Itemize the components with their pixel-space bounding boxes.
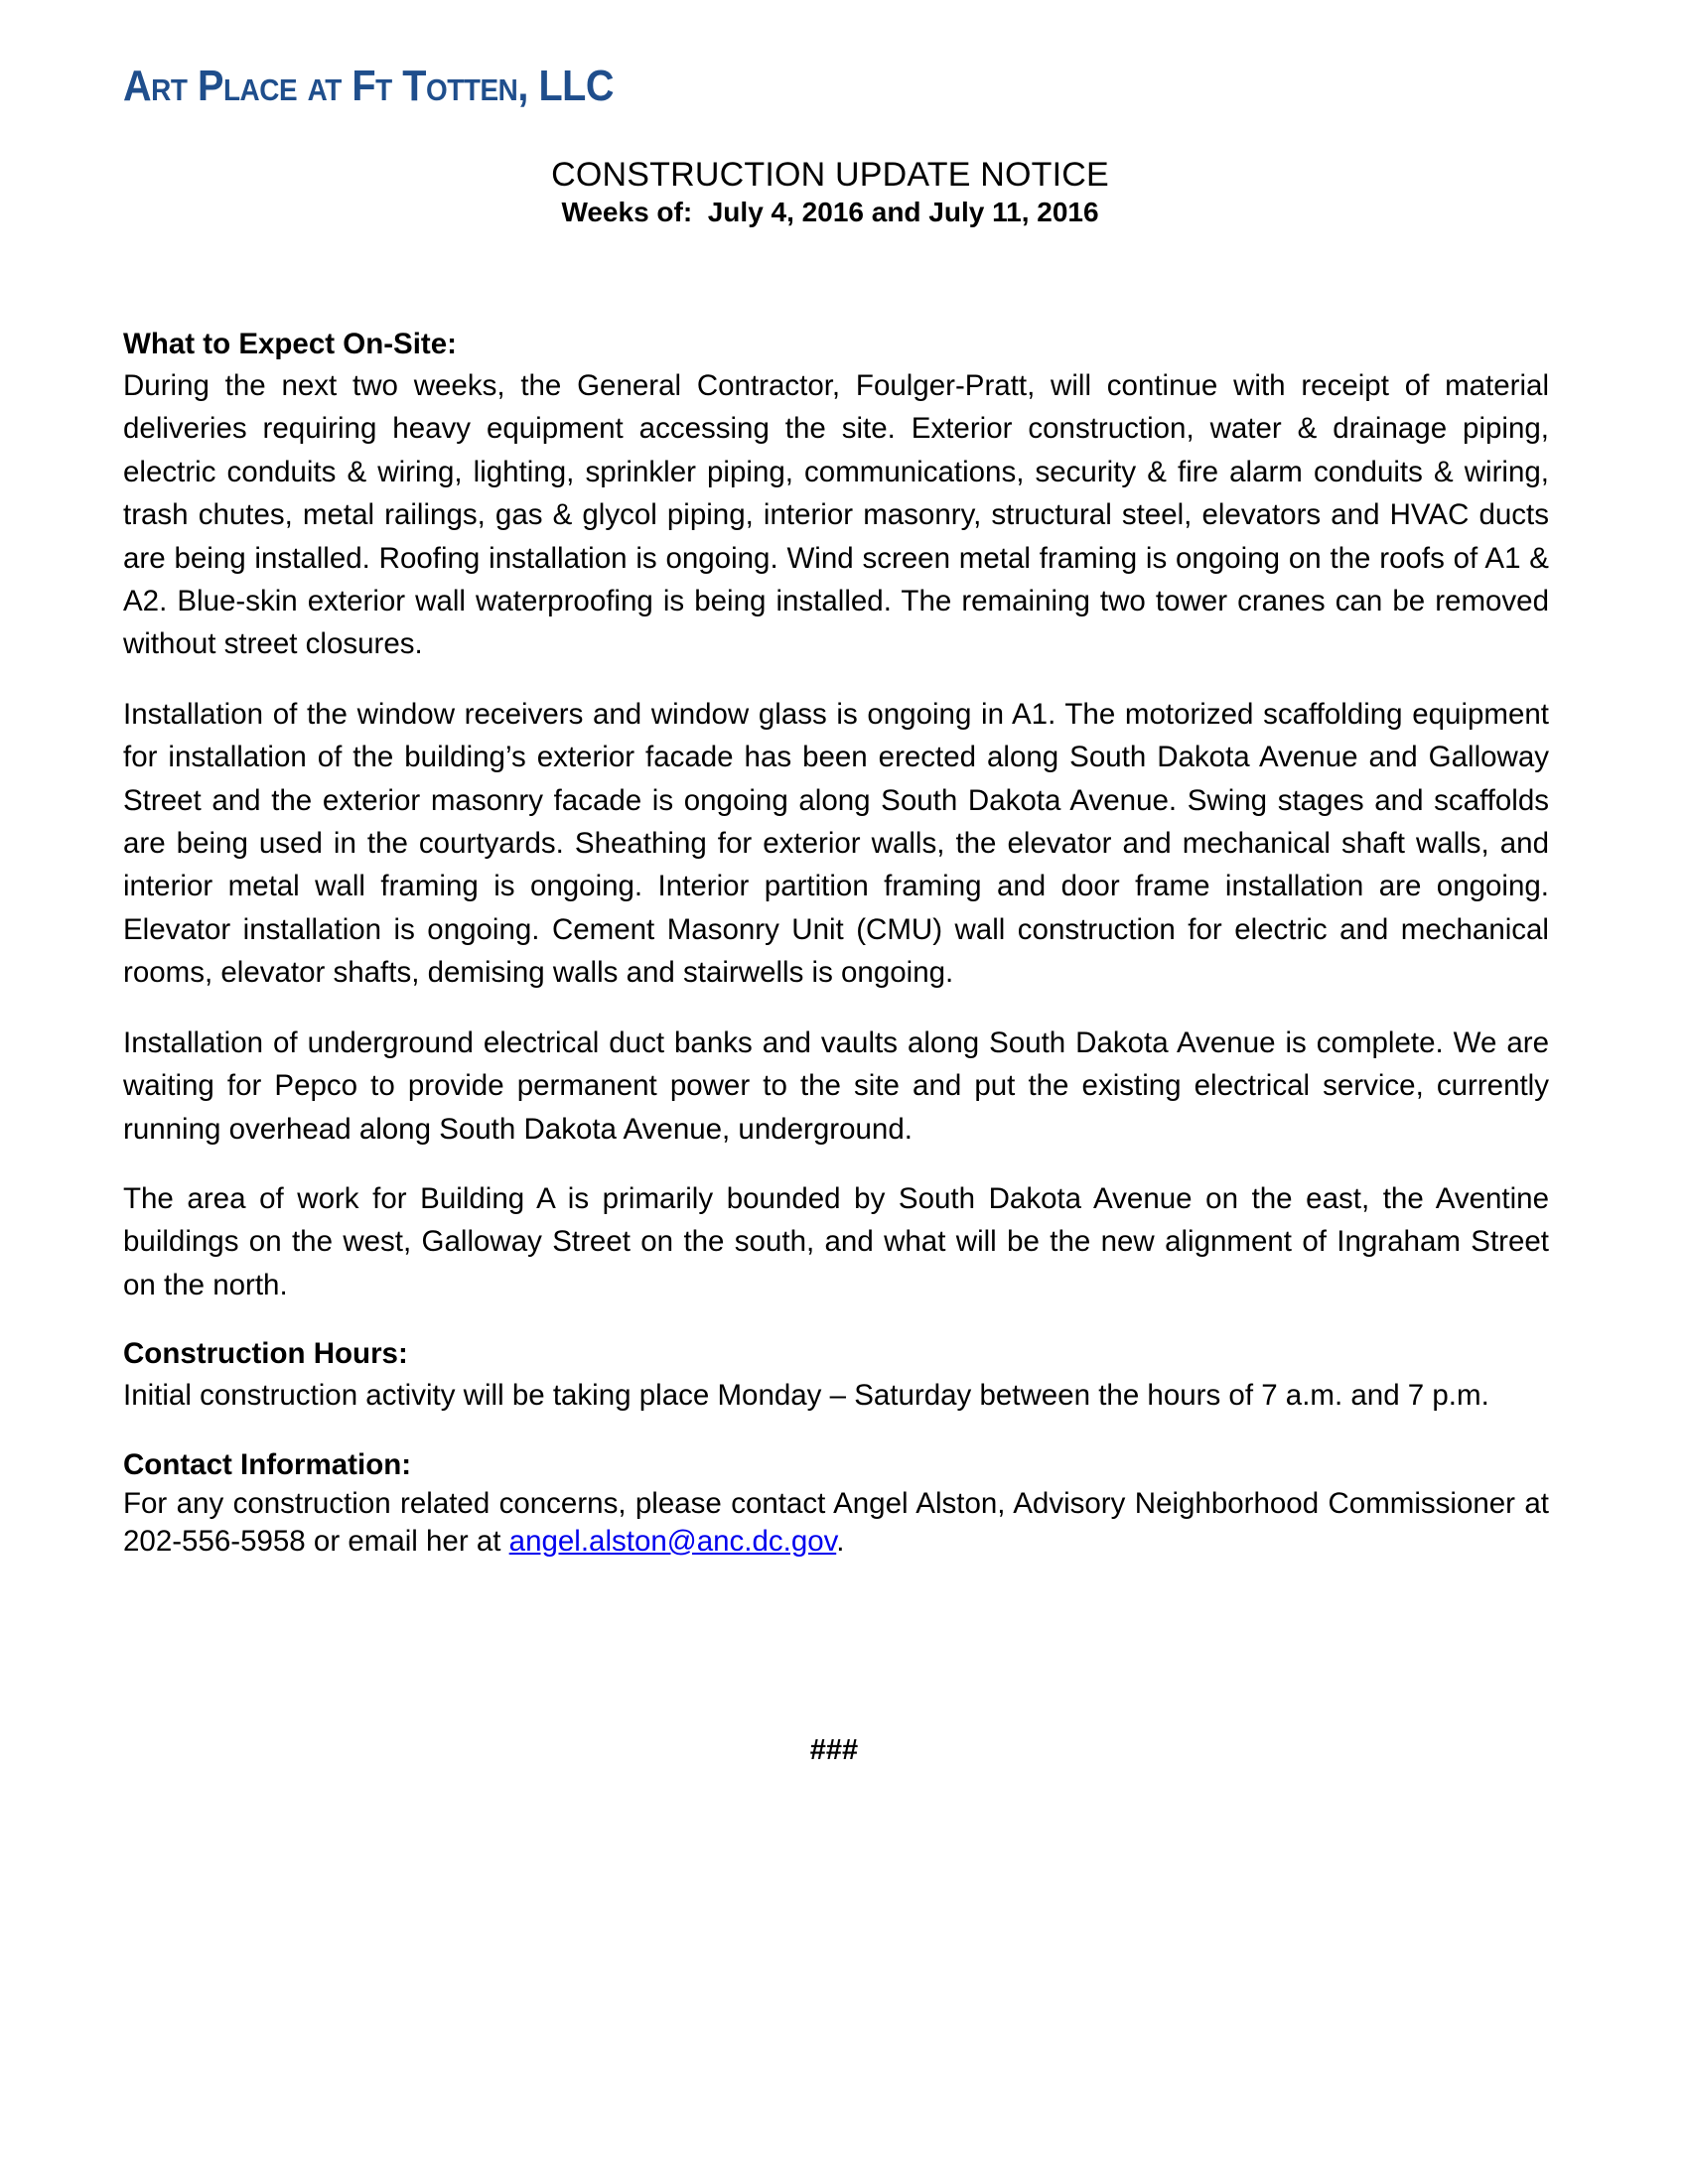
- paragraph-electrical: Installation of underground electrical duct banks and vaults along South Dakota Avenue is complete. We are waiting for Pepco to provide permanent power to the site and put the existing electrical service, currently running overhead along South Dakota Avenue, underground.: [123, 1025, 1549, 1146]
- paragraph-hours: Initial construction activity will be taking place Monday – Saturday between the hours of 7 a.m. and 7 p.m.: [123, 1379, 1489, 1413]
- contact-email-link[interactable]: angel.alston@anc.dc.gov: [508, 1524, 837, 1558]
- section-heading-expect: What to Expect On-Site:: [123, 328, 457, 360]
- paragraph-contact: [123, 1485, 1549, 1561]
- company-logo-text: Art Place at Ft Totten, LLC: [123, 62, 615, 110]
- notice-body: [123, 325, 1549, 1561]
- contact-period: .: [836, 1524, 845, 1558]
- notice-title-block: [0, 155, 1660, 230]
- notice-weeks: Weeks of: July 4, 2016 and July 11, 2016: [561, 197, 1099, 227]
- section-heading-contact: Contact Information:: [123, 1447, 412, 1481]
- end-mark: ###: [809, 1734, 859, 1766]
- paragraph-site-work: During the next two weeks, the General Contractor, Foulger-Pratt, will continue with receipt of material deliveries requiring heavy equipment accessing the site. Exterior construction, water & drainage piping, electric conduits & wiring, lighting, sprinkler piping, communications, security & fire alarm conduits & wiring, trash chutes, metal railings, gas & glycol piping, interior masonry, structural steel, elevators and HVAC ducts are being installed. Roofing installation is ongoing. Wind screen metal framing is ongoing on the roofs of A1 & A2. Blue-skin exterior wall waterproofing is being installed. The remaining two tower cranes can be removed without street closures.: [123, 369, 1549, 661]
- paragraph-work-area: The area of work for Building A is primarily bounded by South Dakota Avenue on the east, the Aventine buildings on the west, Galloway Street on the south, and what will be the new alignment of Ingraham Street on the north.: [123, 1181, 1549, 1301]
- paragraph-facade-work: Installation of the window receivers and window glass is ongoing in A1. The motorized scaffolding equipment for installation of the building’s exterior facade has been erected along South Dakota Avenue and Galloway Street and the exterior masonry facade is ongoing along South Dakota Avenue. Swing stages and scaffolds are being used in the courtyards. Sheathing for exterior walls, the elevator and mechanical shaft walls, and interior metal wall framing is ongoing. Interior partition framing and door frame installation are ongoing. Elevator installation is ongoing. Cement Masonry Unit (CMU) wall construction for electric and mechanical rooms, elevator shafts, demising walls and stairwells is ongoing.: [123, 697, 1549, 990]
- contact-text: For any construction related concerns, please contact Angel Alston, Advisory Neighborhood Commissioner at 202-556-5958 or email her at: [123, 1486, 1549, 1558]
- notice-title: CONSTRUCTION UPDATE NOTICE: [551, 156, 1109, 194]
- section-heading-hours: Construction Hours:: [123, 1337, 408, 1371]
